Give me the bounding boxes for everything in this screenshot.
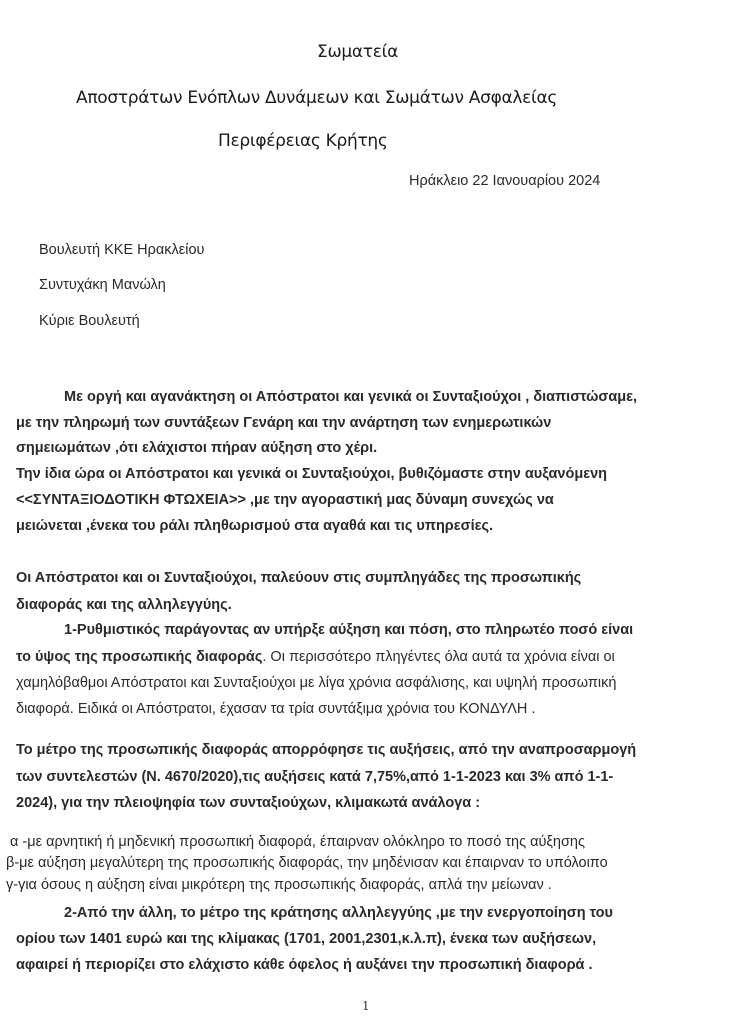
list-item: γ-για όσους η αύξηση είναι μικρότερη της προσωπικής διαφοράς, απλά την μείωναν . — [6, 877, 552, 893]
paragraph-line — [16, 769, 613, 785]
paragraph-line: 2-Από την άλλη, το μέτρο της κράτησης αλληλεγγύης ,με την ενεργοποίηση του — [64, 905, 613, 921]
paragraph-line: χαμηλόβαθμοι Απόστρατοι και Συνταξιούχοι με λίγα χρόνια ασφάλισης, και υψηλή προσωπική — [16, 675, 617, 691]
paragraph-line: Το μέτρο της προσωπικής διαφοράς απορρόφησε τις αυξήσεις, από την αναπροσαρμογή — [16, 742, 637, 758]
list-item: α -με αρνητική ή μηδενική προσωπική διαφορά, έπαιρναν ολόκληρο το ποσό της αύξησης — [10, 834, 585, 850]
paragraph-line: 1-Ρυθμιστικός παράγοντας αν υπήρξε αύξηση και πόση, στο πληρωτέο ποσό είναι — [64, 622, 634, 638]
paragraph-line: αφαιρεί ή περιορίζει στο ελάχιστο κάθε όφελος ή αυξάνει την προσωπική διαφορά . — [16, 957, 593, 973]
paragraph-line: μειώνεται ,ένεκα του ράλι πληθωρισμού στα αγαθά και τις υπηρεσίες. — [16, 518, 494, 534]
paragraph-line: <<ΣΥΝΤΑΞΙΟΔΟΤΙΚΗ ΦΤΩΧΕΙΑ>> ,με την αγοραστική μας δύναμη συνεχώς να — [16, 492, 554, 508]
paragraph-line: Την ίδια ώρα οι Απόστρατοι και γενικά οι Συνταξιούχοι, βυθιζόμαστε στην αυξανόμενη — [16, 466, 608, 482]
emphasis-text: το ύψος της προσωπικής διαφοράς — [16, 649, 263, 665]
paragraph-line — [16, 649, 615, 665]
letter-date: Ηράκλειο 22 Ιανουαρίου 2024 — [409, 173, 601, 189]
list-item: β-με αύξηση μεγαλύτερη της προσωπικής διαφοράς, την μηδένισαν και έπαιρναν το υπόλοιπο — [6, 855, 608, 871]
org-title-line2: Αποστράτων Ενόπλων Δυνάμεων και Σωμάτων Ασφαλείας — [76, 88, 558, 108]
paragraph-text: των συντελεστών (Ν. 4670/2020),τις αυξήσεις κατά 7,75%,από 1-1-2023 και 3% από 1-1- — [16, 769, 614, 785]
org-title-line3: Περιφέρειας Κρήτης — [218, 131, 388, 151]
paragraph-line: διαφορά. Ειδικά οι Απόστρατοι, έχασαν τα τρία συντάξιμα χρόνια του ΚΟΝΔΥΛΗ . — [16, 701, 536, 717]
paragraph-line: με την πληρωμή των συντάξεων Γενάρη και την ανάρτηση των ενημερωτικών — [16, 415, 552, 431]
paragraph-line: σημειωμάτων ,ότι ελάχιστοι πήραν αύξηση στο χέρι. — [16, 440, 378, 456]
salutation: Κύριε Βουλευτή — [39, 313, 140, 329]
paragraph-line: Με οργή και αγανάκτηση οι Απόστρατοι και γενικά οι Συνταξιούχοι , διαπιστώσαμε, — [64, 389, 638, 405]
paragraph-line: ορίου των 1401 ευρώ και της κλίμακας (1701, 2001,2301,κ.λ.π), ένεκα των αυξήσεων, — [16, 931, 597, 947]
paragraph-line: 2024), για την πλειοψηφία των συνταξιούχων, κλιμακωτά ανάλογα : — [16, 795, 481, 811]
recipient-name: Συντυχάκη Μανώλη — [39, 277, 166, 293]
recipient-title: Βουλευτή ΚΚΕ Ηρακλείου — [39, 242, 205, 258]
paragraph-text: . Οι περισσότερο πληγέντες όλα αυτά τα χρόνια είναι οι — [262, 649, 615, 665]
paragraph-line: Οι Απόστρατοι και οι Συνταξιούχοι, παλεύουν στις συμπληγάδες της προσωπικής — [16, 570, 582, 586]
org-title-line1: Σωματεία — [317, 42, 398, 62]
page-number: 1 — [362, 999, 370, 1013]
paragraph-line: διαφοράς και της αλληλεγγύης. — [16, 597, 232, 613]
